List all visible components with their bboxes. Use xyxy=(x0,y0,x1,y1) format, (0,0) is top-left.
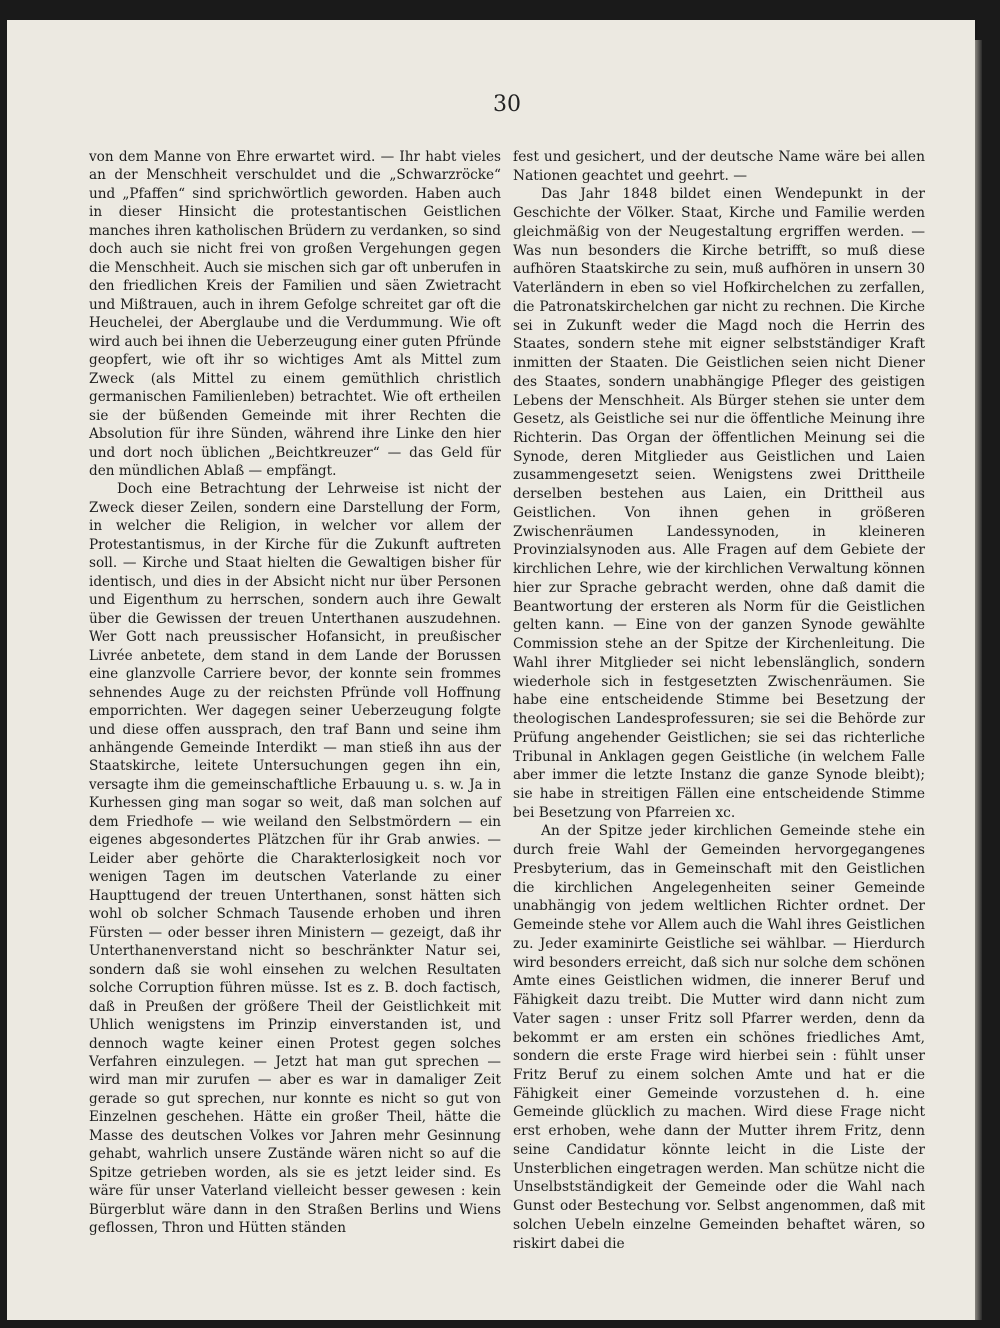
paragraph: fest und gesichert, und der deutsche Name wäre bei allen Nationen geachtet und geehrt. — xyxy=(513,149,925,184)
page-number: 30 xyxy=(493,92,521,117)
page-edge-shadow xyxy=(975,40,982,1320)
paragraph: An der Spitze jeder kirchlichen Gemeinde stehe ein durch freie Wahl der Gemeinden hervorgegangenes Presbyterium, das in Gemeinschaft mit den Geistlichen die kirchlichen Angelegenheiten seiner Gemeinde unabhängig von jedem weltlichen Richter ordnet. Der Gemeinde stehe vor Allem auch die Wahl ihres Geistlichen zu. Jeder examinirte Geistliche sei wählbar. — Hierdurch wird besonders erreicht, daß sich nur solche dem schönen Amte eines Geistlichen widmen, die innerer Beruf und Fähigkeit dazu treibt. Die Mutter wird dann nicht zum Vater sagen : unser Fritz soll Pfarrer werden, denn da bekommt er am ersten ein schönes friedliches Amt, sondern die erste Frage wird hierbei sein : fühlt unser Fritz Beruf zu einem solchen Amte und hat er die Fähigkeit einer Gemeinde vorzustehen d. h. eine Gemeinde glücklich zu machen. Wird diese Frage nicht erst erhoben, wehe dann der Mutter ihrem Fritz, denn seine Candidatur könnte leicht in die Liste der Unsterblichen eingetragen werden. Man schütze nicht die Unselbstständigkeit der Gemeinde oder die Wahl nach Gunst oder Bestechung vor. Selbst angenommen, daß mit solchen Uebeln einzelne Gemeinden behaftet wären, so riskirt dabei die xyxy=(513,823,925,1252)
right-column xyxy=(513,148,925,1253)
paragraph: Das Jahr 1848 bildet einen Wendepunkt in der Geschichte der Völker. Staat, Kirche und Familie werden gleichmäßig von der Neugestaltung ergriffen werden. — Was nun besonders die Kirche betrifft, so muß diese aufhören Staatskirche zu sein, muß aufhören in unsern 30 Vaterländern in eben so viel Hofkirchelchen zu zerfallen, die Patronatskirchelchen gar nicht zu rechnen. Die Kirche sei in Zukunft weder die Magd noch die Herrin des Staates, sondern stehe mit eigner selbstständiger Kraft inmitten der Staaten. Die Geistlichen seien nicht Diener des Staates, sondern unabhängige Pfleger des geistigen Lebens der Menschheit. Als Bürger stehen sie unter dem Gesetz, als Geistliche sei nur die öffentliche Meinung ihre Richterin. Das Organ der öffentlichen Meinung sei die Synode, deren Mitglieder aus Geistlichen und Laien zusammengesetzt seien. Wenigstens zwei Drittheile derselben bestehen aus Laien, ein Drittheil aus Geistlichen. Von ihnen gehen in größeren Zwischenräumen Landessynoden, in kleineren Provinzialsynoden aus. Alle Fragen auf dem Gebiete der kirchlichen Lehre, wie der kirchlichen Verwaltung können hier zur Sprache gebracht werden, ohne daß damit die Beantwortung der ersteren als Norm für die Geistlichen gelten kann. — Eine von der ganzen Synode gewählte Commission stehe an der Spitze der Kirchenleitung. Die Wahl ihrer Mitglieder sei nicht lebenslänglich, sondern wiederhole sich in festgesetzten Zwischenräumen. Sie habe eine entscheidende Stimme bei Besetzung der theologischen Landesprofessuren; sie sei die Behörde zur Prüfung angehender Geistlichen; sie sei das richterliche Tribunal in Anklagen gegen Geistliche (in welchem Falle aber immer die letzte Instanz die ganze Synode bleibt); sie habe in streitigen Fällen eine entscheidende Stimme bei Besetzung von Pfarreien xc. xyxy=(513,186,925,821)
paragraph: von dem Manne von Ehre erwartet wird. — Ihr habt vieles an der Menschheit verschuldet und die „Schwarzröcke“ und „Pfaffen“ sind sprichwörtlich geworden. Haben auch in dieser Hinsicht die protestantischen Geistlichen manches ihren katholischen Brüdern zu verdanken, so sind doch auch sie nicht frei von großen Vergehungen gegen die Menschheit. Auch sie mischen sich gar oft unberufen in den friedlichen Kreis der Familien und säen Zwietracht und Mißtrauen, auch in ihrem Gefolge schreitet gar oft die Heuchelei, der Aberglaube und die Verdummung. Wie oft wird auch bei ihnen die Ueberzeugung einer guten Pfründe geopfert, wie oft ihr so wichtiges Amt als Mittel zum Zweck (als Mittel zu einem gemüthlich christlich germanischen Familienleben) betrachtet. Wie oft ertheilen sie der büßenden Gemeinde mit ihrer Rechten die Absolution für ihre Sünden, während ihre Linke den hier und dort noch üblichen „Beichtkreuzer“ — das Geld für den mündlichen Ablaß — empfängt. xyxy=(89,149,501,479)
left-column xyxy=(89,148,501,1238)
paragraph: Doch eine Betrachtung der Lehrweise ist nicht der Zweck dieser Zeilen, sondern eine Darstellung der Form, in welcher die Religion, in welcher vor allem der Protestantismus, in der Kirche für die Zukunft auftreten soll. — Kirche und Staat hielten die Gewaltigen bisher für identisch, und dies in der Absicht nicht nur über Personen und Eigenthum zu herrschen, sondern auch ihre Gewalt über die Gewissen der treuen Unterthanen auszudehnen. Wer Gott nach preussischer Hofansicht, in preußischer Livrée anbetete, dem stand in dem Lande der Borussen eine glanzvolle Carriere bevor, der konnte sein frommes sehnendes Auge zu der reichsten Pfründe voll Hoffnung emporrichten. Wer dagegen seiner Ueberzeugung folgte und diese offen aussprach, den traf Bann und seine ihm anhängende Gemeinde Interdikt — man stieß ihn aus der Staatskirche, leitete Untersuchungen gegen ihn ein, versagte ihm die gemeinschaftliche Erbauung u. s. w. Ja in Kurhessen ging man sogar so weit, daß man solchen auf dem Friedhofe — wie weiland den Selbstmördern — ein eigenes abgesondertes Plätzchen für ihr Grab anwies. — Leider aber gehörte die Charakterlosigkeit noch vor wenigen Tagen im deutschen Vaterlande zu einer Haupttugend der treuen Unterthanen, sonst hätten sich wohl ob solcher Schmach Tausende erhoben und ihren Fürsten — oder besser ihren Ministern — gezeigt, daß ihr Unterthanenverstand nicht so beschränkter Natur sei, sondern daß sie wohl einsehen zu welchen Resultaten solche Corruption führen müsse. Ist es z. B. doch factisch, daß in Preußen der größere Theil der Geistlichkeit mit Uhlich wenigstens im Prinzip einverstanden ist, und dennoch wagte keiner einen Protest gegen solches Verfahren einzulegen. — Jetzt hat man gut sprechen — wird man mir zurufen — aber es war in damaliger Zeit gerade so gut sprechen, nur konnte es nicht so gut von Einzelnen geschehen. Hätte ein großer Theil, hätte die Masse des deutschen Volkes vor Jahren mehr Gesinnung gehabt, wahrlich unsere Zustände wären nicht so auf die Spitze getrieben worden, als sie es jetzt leider sind. Es wäre für unser Vaterland vielleicht besser gewesen : kein Bürgerblut wäre dann in den Straßen Berlins und Wiens geflossen, Thron und Hütten ständen xyxy=(89,481,501,1237)
document-page xyxy=(7,20,975,1320)
